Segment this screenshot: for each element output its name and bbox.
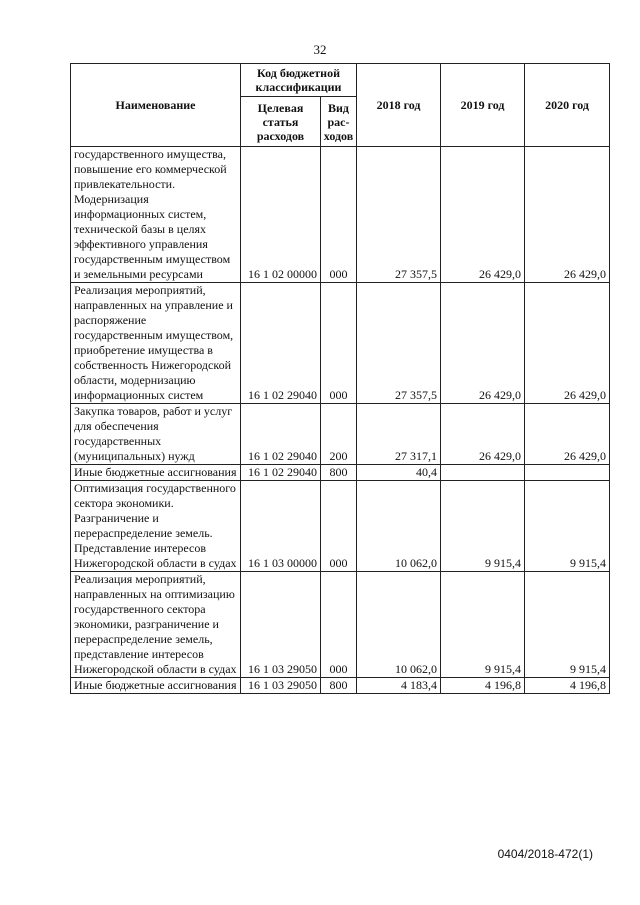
row-code: 16 1 02 29040 (241, 283, 321, 404)
header-2020: 2020 год (525, 64, 610, 147)
table-row (71, 404, 610, 465)
row-kind: 000 (321, 572, 357, 678)
document-code: 0404/2018-472(1) (497, 847, 593, 861)
row-2019: 9 915,4 (441, 481, 525, 572)
table-row (71, 678, 610, 694)
row-name: Иные бюджетные ассигнования (71, 465, 241, 481)
row-2020: 26 429,0 (525, 283, 610, 404)
header-code-group: Код бюджетной классификации (241, 64, 357, 97)
header-name: Наименование (71, 64, 241, 147)
table-header (71, 64, 610, 147)
row-2019: 4 196,8 (441, 678, 525, 694)
row-2020 (525, 465, 610, 481)
row-2019: 26 429,0 (441, 283, 525, 404)
row-name: государственного имущества, повышение его коммерческой привлекательности. Модернизация информационных систем, технической базы в целях эффективного управления государственным имуществом и земельными ресурсами (71, 147, 241, 283)
header-2019: 2019 год (441, 64, 525, 147)
row-code: 16 1 03 29050 (241, 572, 321, 678)
row-2018: 27 357,5 (357, 147, 441, 283)
row-kind: 800 (321, 678, 357, 694)
row-2020: 9 915,4 (525, 481, 610, 572)
row-code: 16 1 03 00000 (241, 481, 321, 572)
row-2020: 26 429,0 (525, 147, 610, 283)
row-2020: 4 196,8 (525, 678, 610, 694)
row-code: 16 1 02 00000 (241, 147, 321, 283)
row-kind: 200 (321, 404, 357, 465)
row-name: Реализация мероприятий, направленных на оптимизацию государственного сектора экономики, разграничение и перераспределение земель, представление интересов Нижегородской области в судах (71, 572, 241, 678)
page-number: 32 (313, 42, 327, 57)
row-2018: 27 317,1 (357, 404, 441, 465)
row-kind: 000 (321, 481, 357, 572)
row-2019: 26 429,0 (441, 404, 525, 465)
row-2019: 26 429,0 (441, 147, 525, 283)
row-2018: 10 062,0 (357, 572, 441, 678)
row-name: Закупка товаров, работ и услуг для обеспечения государственных (муниципальных) нужд (71, 404, 241, 465)
header-kind: Вид рас-ходов (321, 97, 357, 147)
row-2020: 26 429,0 (525, 404, 610, 465)
row-2019 (441, 465, 525, 481)
row-code: 16 1 02 29040 (241, 404, 321, 465)
row-name: Иные бюджетные ассигнования (71, 678, 241, 694)
header-2018: 2018 год (357, 64, 441, 147)
row-2018: 27 357,5 (357, 283, 441, 404)
row-name: Реализация мероприятий, направленных на управление и распоряжение государственным имуществом, приобретение имущества в собственность Нижегородской области, модернизацию информационных систем (71, 283, 241, 404)
row-kind: 800 (321, 465, 357, 481)
row-2018: 4 183,4 (357, 678, 441, 694)
table-row (71, 283, 610, 404)
row-2020: 9 915,4 (525, 572, 610, 678)
row-code: 16 1 02 29040 (241, 465, 321, 481)
table-row (71, 465, 610, 481)
table-row (71, 481, 610, 572)
row-name: Оптимизация государственного сектора экономики. Разграничение и перераспределение земель. Представление интересов Нижегородской области в судах (71, 481, 241, 572)
table-row (71, 572, 610, 678)
header-target: Целевая статья расходов (241, 97, 321, 147)
row-2018: 10 062,0 (357, 481, 441, 572)
row-kind: 000 (321, 283, 357, 404)
table-row (71, 147, 610, 283)
row-2019: 9 915,4 (441, 572, 525, 678)
row-code: 16 1 03 29050 (241, 678, 321, 694)
budget-table (70, 63, 610, 694)
row-kind: 000 (321, 147, 357, 283)
row-2018: 40,4 (357, 465, 441, 481)
